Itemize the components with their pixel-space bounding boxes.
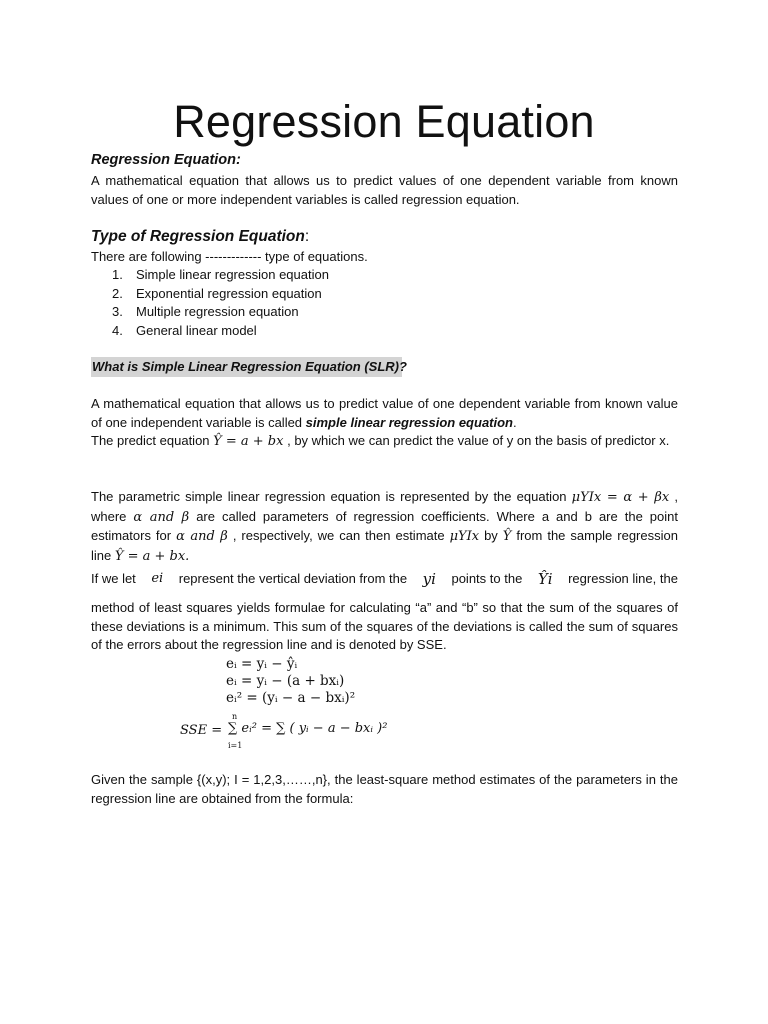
list-item (91, 322, 329, 341)
page-title: Regression Equation (173, 96, 595, 147)
parametric-formula-line: Ŷ = a + bx. (114, 548, 190, 564)
equation-residual-expanded: eᵢ = yᵢ − (a + bxᵢ) (226, 673, 345, 689)
deviation-first-line (91, 570, 678, 589)
parametric-text-b: , where (91, 489, 678, 524)
parametric-text-d: , respectively, we can then estimate (232, 528, 445, 543)
parametric-text-e: by (484, 528, 498, 543)
predict-equation-paragraph (91, 432, 678, 452)
list-item (91, 285, 329, 304)
sum-lower-limit: i=1 (228, 741, 243, 750)
deviation-text-b: represent the vertical deviation from the (178, 571, 408, 586)
sse-sum-expression: ∑ eᵢ² = ∑ ( yᵢ − a − bxᵢ )² (228, 721, 388, 736)
deviation-symbol-yhat: Ŷi (537, 570, 553, 588)
predict-equation-intro: The predict equation (91, 433, 210, 448)
least-square-estimate-paragraph: Given the sample {(x,y); I = 1,2,3,……,n}, the least-square method estimates of the parameters in the regression line are obtained from the formula: (91, 772, 678, 806)
parametric-formula-yhat: Ŷ (502, 529, 512, 544)
parametric-formula-alpha-beta: α and β (133, 509, 190, 525)
section-heading-types (91, 228, 309, 246)
section-heading-regression-equation: Regression Equation: (91, 152, 241, 168)
types-heading-text: Type of Regression Equation (91, 228, 305, 245)
regression-equation-definition: A mathematical equation that allows us to predict values of one dependent variable from known values of one or more independent variables is called regression equation. (91, 173, 678, 207)
list-item-label: Simple linear regression equation (136, 267, 329, 282)
sse-label: SSE = (180, 723, 223, 738)
list-item (91, 266, 329, 285)
parametric-text-c: are called parameters of regression coefficients. Where a and b are the point estimators for (91, 508, 678, 543)
list-item-number: 3. (112, 304, 123, 319)
types-heading-colon: : (304, 228, 310, 245)
equation-residual-squared: eᵢ² = (yᵢ − a − bxᵢ)² (226, 690, 356, 706)
slr-definition-emphasis: simple linear regression equation (305, 414, 513, 430)
list-item-number: 2. (112, 285, 123, 301)
equation-residual: eᵢ = yᵢ − ŷᵢ (226, 656, 298, 672)
least-squares-paragraph: method of least squares yields formulae for calculating “a” and “b” so that the sum of the squares of these deviations is a minimum. This sum of the squares of the deviations is called the sum of squares of the errors about the regression line and is denoted by SSE. (91, 600, 678, 652)
deviation-text-c: points to the (451, 571, 523, 586)
parametric-formula-mu-2: μYIx (449, 529, 480, 544)
predict-equation-formula: Ŷ = a + bx (213, 434, 284, 449)
sum-upper-limit: n (232, 712, 238, 721)
list-item-number: 1. (112, 267, 123, 282)
parametric-equation-paragraph (91, 488, 678, 566)
parametric-text-a: The parametric simple linear regression equation is represented by the equation (91, 489, 567, 504)
slr-highlighted-heading: What is Simple Linear Regression Equation (SLR)? (91, 357, 402, 377)
deviation-text-a: If we let (91, 571, 136, 586)
list-item (91, 303, 329, 322)
predict-equation-rest: , by which we can predict the value of y on the basis of predictor x. (287, 433, 670, 448)
parametric-text-f: from the sample regression line (91, 528, 678, 563)
deviation-symbol-yi: yi (422, 570, 436, 588)
list-item-label: Multiple regression equation (136, 304, 299, 319)
deviation-text-d: regression line, the (568, 571, 678, 586)
parametric-formula-mu: μYIx = α + βx (571, 490, 670, 505)
list-item-label: General linear model (136, 322, 257, 338)
types-intro: There are following ------------- type of equations. (91, 249, 368, 264)
types-list (91, 266, 329, 340)
list-item-label: Exponential regression equation (136, 285, 322, 301)
list-item-number: 4. (112, 322, 123, 338)
slr-definition-end: . (513, 414, 517, 430)
slr-definition-paragraph (91, 395, 678, 432)
deviation-symbol-ei: ei (151, 571, 164, 586)
parametric-formula-alpha-beta-2: α and β (176, 529, 228, 544)
slr-definition-text: A mathematical equation that allows us to predict value of one dependent variable from known value of one independent variable is called (91, 396, 678, 430)
